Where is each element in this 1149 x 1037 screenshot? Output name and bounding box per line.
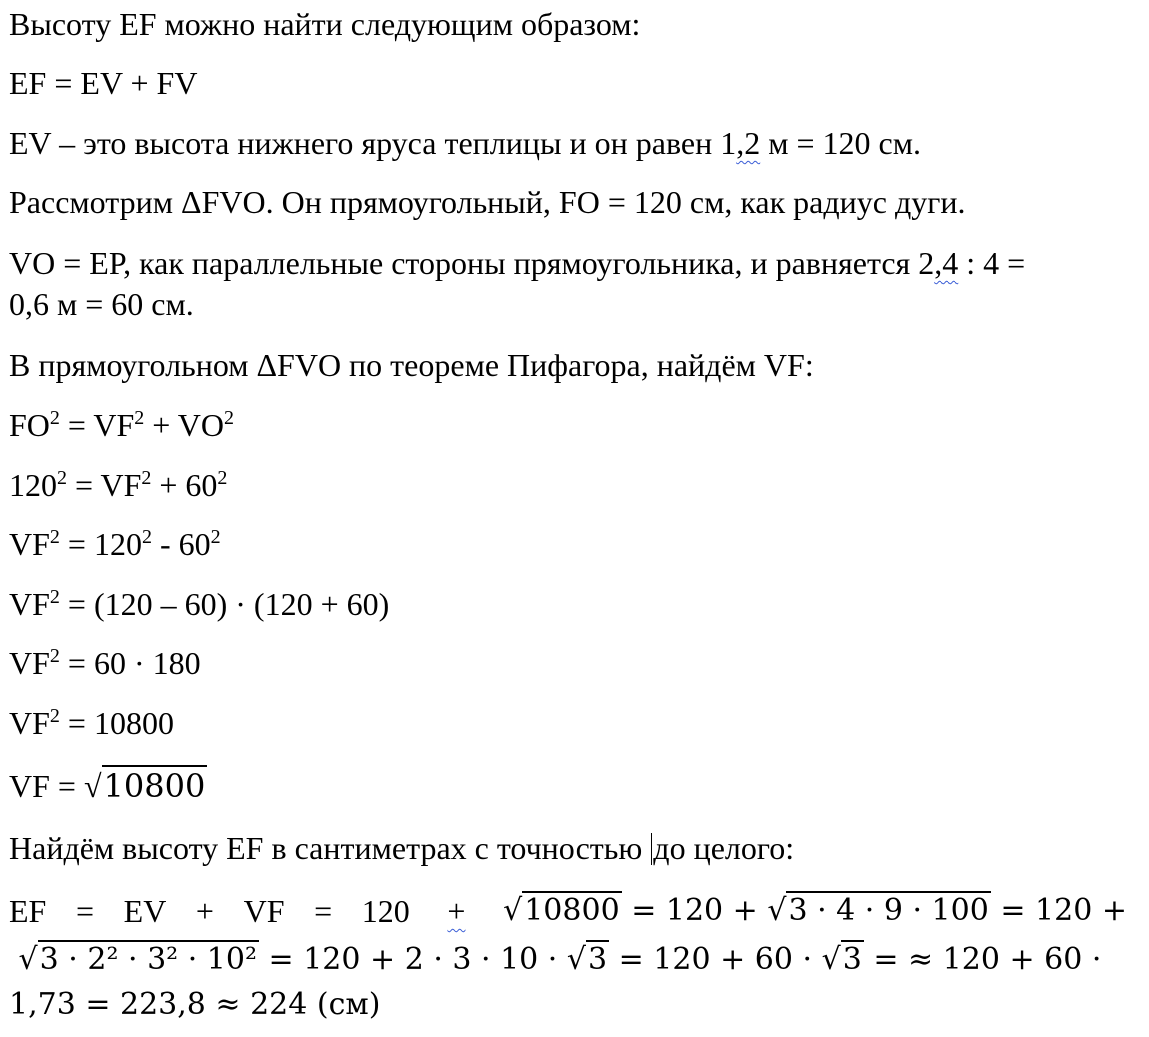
equation-5	[9, 643, 201, 683]
paragraph-ev-height	[9, 123, 921, 163]
term: = (120 – 60) · (120 + 60)	[59, 586, 390, 622]
radicand: 3	[588, 942, 608, 977]
term: VF	[9, 705, 50, 741]
sqrt-expression	[822, 940, 864, 980]
sqrt-expression	[19, 940, 259, 980]
term: +	[195, 893, 214, 929]
equation-3	[9, 524, 221, 564]
exponent: 2	[49, 586, 60, 608]
justified-row	[9, 891, 1127, 931]
term: VF	[243, 893, 285, 929]
equation-7	[9, 766, 207, 806]
term: = 60 · 180	[59, 645, 201, 681]
sqrt-expression	[767, 891, 990, 931]
sqrt-symbol-icon: √	[18, 942, 38, 977]
sqrt-symbol-icon: √	[503, 893, 523, 928]
radicand: 10800	[524, 893, 620, 928]
radicand: 3 · 2² · 3² · 10²	[39, 942, 258, 977]
paragraph-formula-ef: EF = EV + FV	[9, 65, 198, 101]
text: м = 120 см.	[760, 125, 921, 161]
paragraph-intro: Высоту EF можно найти следующим образом:	[9, 6, 641, 42]
spellcheck-underline: +	[447, 893, 466, 929]
text: до целого:	[653, 830, 795, 866]
term: VF =	[9, 768, 84, 804]
term-group	[503, 891, 1127, 931]
exponent: 2	[49, 645, 60, 667]
paragraph-pythagoras: В прямоугольном ΔFVO по теореме Пифагора, найдём VF:	[9, 347, 814, 383]
exponent: 2	[223, 407, 234, 429]
term: + 60	[151, 467, 218, 503]
spellcheck-underline: ,2	[736, 125, 761, 161]
paragraph-vo	[9, 243, 1025, 283]
paragraph-vo-cont: 0,6 м = 60 см.	[9, 286, 194, 322]
term: VF	[9, 586, 50, 622]
sqrt-symbol-icon: √	[83, 768, 102, 804]
equation-2	[9, 465, 227, 505]
equation-final-2	[9, 940, 1101, 980]
term: - 60	[151, 526, 211, 562]
text: Найдём высоту EF в сантиметрах с точностью	[9, 830, 651, 866]
term: VF	[9, 645, 50, 681]
radicand: 3	[842, 942, 862, 977]
exponent: 2	[141, 526, 152, 548]
term: FO	[9, 407, 50, 443]
sqrt-symbol-icon: √	[821, 942, 841, 977]
sqrt-symbol-icon: √	[767, 893, 787, 928]
exponent: 2	[134, 407, 145, 429]
text: VO = EP, как параллельные стороны прямоугольника, и равняется 2	[9, 245, 935, 281]
equation-1	[9, 405, 234, 445]
exponent: 2	[210, 526, 221, 548]
text: EV – это высота нижнего яруса теплицы и он равен 1	[9, 125, 737, 161]
equation-final-3: 1,73 = 223,8 ≈ 224 (см)	[9, 987, 381, 1022]
sqrt-expression	[84, 766, 207, 806]
equation-4	[9, 584, 389, 624]
radicand: 10800	[103, 767, 206, 805]
term: 120	[9, 467, 57, 503]
term: =	[75, 893, 95, 929]
sqrt-symbol-icon: √	[566, 942, 586, 977]
term: = 120 + 60 ·	[609, 942, 822, 977]
radicand: 3 · 4 · 9 · 100	[788, 893, 989, 928]
term: VF	[9, 526, 50, 562]
term: = VF	[67, 467, 142, 503]
equation-6	[9, 703, 174, 743]
exponent: 2	[49, 526, 60, 548]
exponent: 2	[49, 705, 60, 727]
term: =	[314, 893, 333, 929]
term: EF	[9, 893, 47, 929]
text: : 4 =	[958, 245, 1026, 281]
term: 120	[361, 893, 410, 929]
equation-final-1	[9, 891, 1127, 931]
term: + VO	[144, 407, 224, 443]
term: = VF	[59, 407, 135, 443]
term: = 120 +	[621, 893, 768, 928]
exponent: 2	[57, 467, 67, 489]
term: = ≈ 120 + 60 ·	[863, 942, 1102, 977]
term: = 120	[59, 526, 142, 562]
term: = 10800	[59, 705, 174, 741]
spellcheck-underline: ,4	[934, 245, 959, 281]
sqrt-expression	[567, 940, 609, 980]
exponent: 2	[141, 467, 152, 489]
term: EV	[123, 893, 167, 929]
exponent: 2	[49, 407, 60, 429]
paragraph-triangle: Рассмотрим ΔFVO. Он прямоугольный, FO = 120 см, как радиус дуги.	[9, 184, 966, 220]
term: = 120 + 2 · 3 · 10 ·	[259, 942, 567, 977]
term: = 120 +	[990, 893, 1127, 928]
sqrt-expression	[503, 891, 622, 931]
exponent: 2	[217, 467, 228, 489]
paragraph-find-height	[9, 828, 794, 868]
